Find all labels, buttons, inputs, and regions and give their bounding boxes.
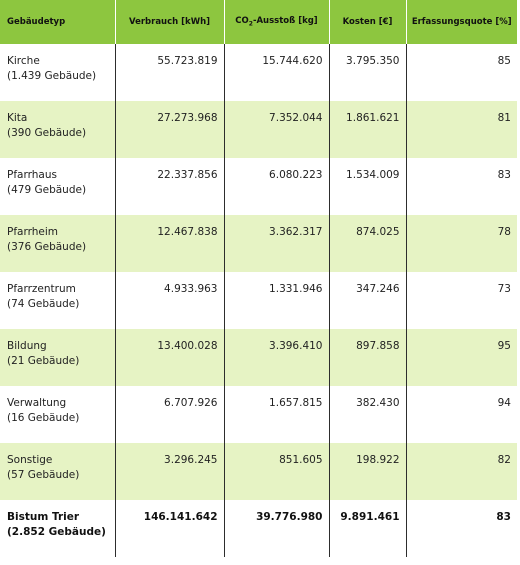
table-row [0,272,517,329]
building-type-cell [0,443,115,500]
building-type-cell [0,44,115,101]
table-row [0,158,517,215]
quota-cell: 83 [406,500,517,557]
building-type-cell [0,386,115,443]
co2-cell: 1.331.946 [224,272,329,329]
building-count-label: (479 Gebäude) [7,184,87,196]
table-row [0,44,517,101]
quota-cell: 95 [406,329,517,386]
header-co2-suffix: -Ausstoß [kg] [252,16,318,27]
consumption-cell: 12.467.838 [115,215,224,272]
cost-cell: 874.025 [329,215,406,272]
building-type-cell [0,158,115,215]
building-type-label: Pfarrheim [7,226,58,238]
building-count-label: (2.852 Gebäude) [7,526,106,538]
header-co2-subscript: 2 [248,20,253,28]
building-type-label: Pfarrzentrum [7,283,76,295]
cost-cell: 9.891.461 [329,500,406,557]
quota-cell: 82 [406,443,517,500]
quota-cell: 85 [406,44,517,101]
header-cost: Kosten [€] [329,0,406,44]
building-count-label: (390 Gebäude) [7,127,87,139]
consumption-cell: 27.273.968 [115,101,224,158]
quota-cell: 73 [406,272,517,329]
quota-cell: 81 [406,101,517,158]
table-row [0,329,517,386]
building-type-cell [0,329,115,386]
header-row [0,0,517,44]
co2-cell: 851.605 [224,443,329,500]
total-row [0,500,517,557]
building-count-label: (74 Gebäude) [7,298,80,310]
quota-cell: 78 [406,215,517,272]
co2-cell: 3.362.317 [224,215,329,272]
co2-cell: 3.396.410 [224,329,329,386]
building-type-cell [0,272,115,329]
co2-cell: 15.744.620 [224,44,329,101]
building-count-label: (21 Gebäude) [7,355,80,367]
consumption-cell: 55.723.819 [115,44,224,101]
building-type-cell [0,215,115,272]
co2-cell: 7.352.044 [224,101,329,158]
consumption-cell: 3.296.245 [115,443,224,500]
building-count-label: (57 Gebäude) [7,469,80,481]
building-count-label: (16 Gebäude) [7,412,80,424]
building-type-label: Bildung [7,340,47,352]
table-row [0,101,517,158]
building-type-label: Verwaltung [7,397,67,409]
cost-cell: 897.858 [329,329,406,386]
table-row [0,215,517,272]
building-type-label: Sonstige [7,454,53,466]
co2-cell: 39.776.980 [224,500,329,557]
cost-cell: 3.795.350 [329,44,406,101]
consumption-cell: 22.337.856 [115,158,224,215]
table-row [0,386,517,443]
cost-cell: 382.430 [329,386,406,443]
co2-cell: 1.657.815 [224,386,329,443]
consumption-cell: 4.933.963 [115,272,224,329]
header-co2 [224,0,329,44]
table-row [0,443,517,500]
header-consumption: Verbrauch [kWh] [115,0,224,44]
cost-cell: 198.922 [329,443,406,500]
header-quota: Erfassungsquote [%] [406,0,517,44]
building-type-label: Bistum Trier [7,511,80,523]
co2-cell: 6.080.223 [224,158,329,215]
cost-cell: 1.534.009 [329,158,406,215]
building-type-label: Kirche [7,55,40,67]
building-type-cell [0,500,115,557]
building-count-label: (376 Gebäude) [7,241,87,253]
consumption-cell: 13.400.028 [115,329,224,386]
building-type-cell [0,101,115,158]
building-count-label: (1.439 Gebäude) [7,70,97,82]
quota-cell: 83 [406,158,517,215]
cost-cell: 1.861.621 [329,101,406,158]
cost-cell: 347.246 [329,272,406,329]
consumption-cell: 146.141.642 [115,500,224,557]
quota-cell: 94 [406,386,517,443]
header-building-type: Gebäudetyp [0,0,115,44]
consumption-cell: 6.707.926 [115,386,224,443]
building-type-label: Pfarrhaus [7,169,57,181]
header-co2-prefix: CO [235,16,249,27]
building-type-label: Kita [7,112,28,124]
